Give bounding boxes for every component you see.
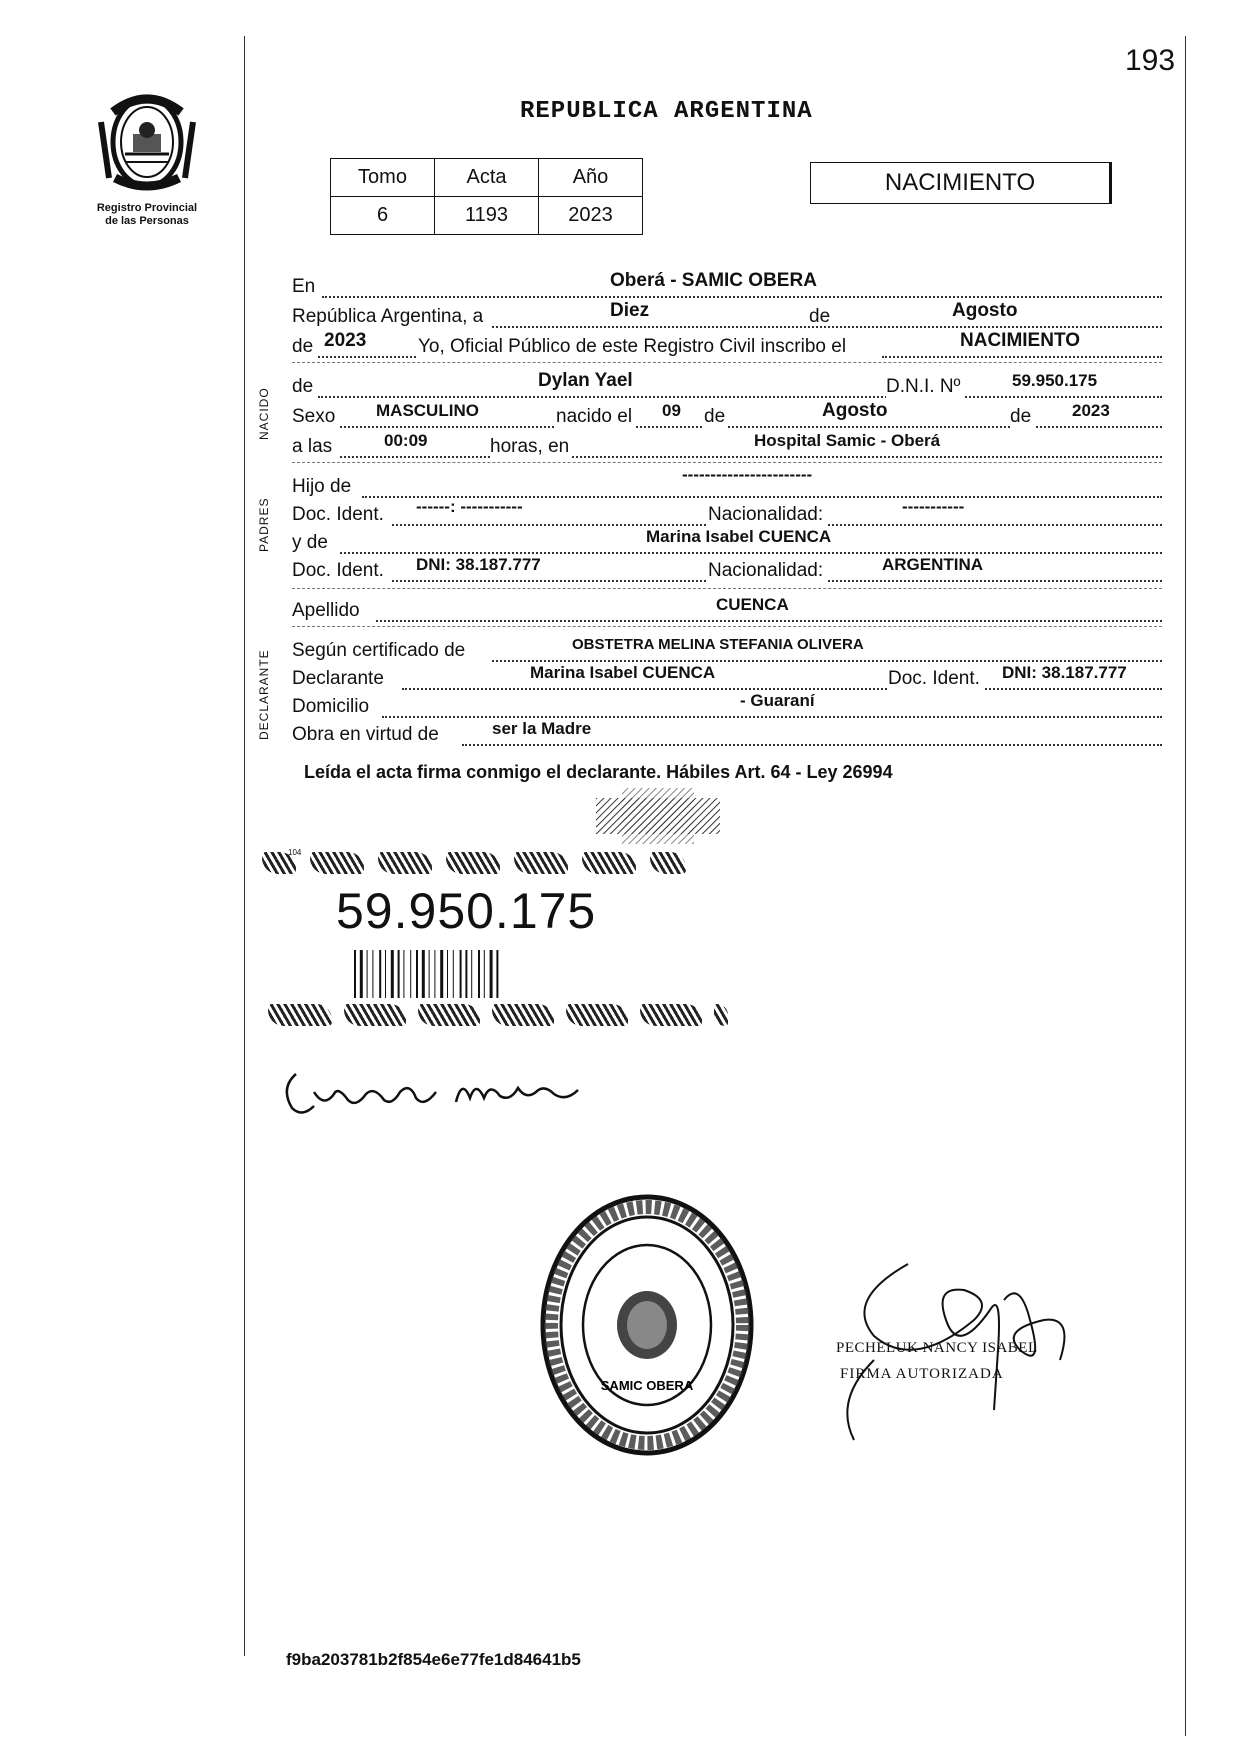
nac2-value: ARGENTINA — [882, 555, 984, 574]
birth-month: Agosto — [822, 400, 888, 421]
seal-inner-text: SAMIC OBERA — [600, 1378, 694, 1393]
dni-label: D.N.I. Nº — [886, 376, 964, 398]
barcode-bar — [372, 950, 373, 998]
header-acta: Acta — [435, 159, 539, 197]
obra-label: Obra en virtud de — [292, 724, 442, 746]
day-value: Diez — [610, 300, 650, 321]
rule-1 — [292, 362, 1162, 363]
barcode-bar — [465, 950, 467, 998]
barcode-bar — [360, 950, 363, 998]
nac1-label: Nacionalidad: — [708, 504, 826, 526]
barcode-bar — [460, 950, 462, 998]
barcode-bar — [471, 950, 472, 998]
inscribo-value: NACIMIENTO — [960, 330, 1080, 351]
row-doc2 — [292, 555, 1162, 582]
page-number: 193 — [1125, 44, 1176, 77]
dni-barcode-block — [262, 852, 722, 878]
barcode-bar — [367, 950, 368, 998]
en-value: Oberá - SAMIC OBERA — [610, 270, 817, 291]
rule-2 — [292, 462, 1162, 463]
barcode-bar — [453, 950, 454, 998]
doc1-label: Doc. Ident. — [292, 504, 387, 526]
handwritten-signature — [278, 1052, 588, 1122]
nac2-label: Nacionalidad: — [708, 560, 826, 582]
time-value: 00:09 — [384, 431, 428, 450]
cert-value: OBSTETRA MELINA STEFANIA OLIVERA — [572, 636, 864, 653]
domicilio-value: - Guaraní — [740, 691, 815, 710]
inscribo-label: Yo, Oficial Público de este Registro Civil inscribo el — [418, 336, 849, 358]
registry-logo — [86, 82, 208, 228]
birth-de-label-2: de — [1010, 406, 1034, 428]
logo-line-2: de las Personas — [105, 215, 189, 227]
barcode-bar — [447, 950, 448, 998]
row-cert — [292, 636, 1162, 662]
barcode-bar — [379, 950, 381, 998]
row-apellido — [292, 595, 1162, 622]
birth-day: 09 — [662, 401, 681, 420]
barcode-bar — [434, 950, 435, 998]
yde-label: y de — [292, 532, 331, 554]
row-year-inscribo — [292, 330, 1162, 358]
birth-year: 2023 — [1072, 401, 1110, 420]
decl-doc-value: DNI: 38.187.777 — [1002, 663, 1127, 682]
row-time-place — [292, 431, 1162, 458]
hijo-label: Hijo de — [292, 476, 354, 498]
name-de-label: de — [292, 376, 316, 398]
barcode-bar — [422, 950, 425, 998]
security-pattern-top — [262, 852, 722, 878]
barcode-bar — [403, 950, 404, 998]
registry-table — [330, 158, 643, 235]
barcode-bar — [484, 950, 485, 998]
decl-label: Declarante — [292, 668, 387, 690]
nacido-el-label: nacido el — [556, 406, 635, 428]
page-title: REPUBLICA ARGENTINA — [520, 98, 813, 125]
coat-of-arms-icon — [95, 82, 199, 196]
hijo-value: ----------------------- — [682, 465, 813, 484]
document-hash: f9ba203781b2f854e6e77fe1d84641b5 — [286, 1650, 581, 1669]
small-stamp-icon — [592, 788, 724, 844]
barcode-bar — [391, 950, 394, 998]
barcode-bar — [490, 950, 493, 998]
decl-value: Marina Isabel CUENCA — [530, 663, 716, 682]
declarante-section-label: DECLARANTE — [257, 649, 271, 740]
header-tomo: Tomo — [331, 159, 435, 197]
barcode-bar — [385, 950, 386, 998]
official-role: FIRMA AUTORIZADA — [840, 1366, 1004, 1382]
small-mark: 104 — [288, 848, 302, 857]
decl-doc-label: Doc. Ident. — [888, 668, 983, 690]
legal-text: Leída el acta firma conmigo el declarante. Hábiles Art. 64 - Ley 26994 — [304, 762, 893, 782]
domicilio-label: Domicilio — [292, 696, 372, 718]
sexo-value: MASCULINO — [376, 401, 479, 420]
obra-value: ser la Madre — [492, 719, 592, 738]
barcode-bar — [410, 950, 411, 998]
value-acta: 1193 — [435, 197, 539, 235]
apellido-value: CUENCA — [716, 595, 789, 614]
row-en — [292, 270, 1162, 298]
left-margin-line — [244, 36, 245, 1656]
row-doc1 — [292, 497, 1162, 526]
en-label: En — [292, 276, 318, 298]
place-value: Hospital Samic - Oberá — [754, 431, 941, 450]
right-margin-line — [1185, 36, 1186, 1736]
row-hijo — [292, 465, 1162, 498]
name-value: Dylan Yael — [538, 370, 633, 391]
nacido-section-label: NACIDO — [257, 387, 271, 440]
mother-value: Marina Isabel CUENCA — [646, 527, 832, 546]
value-tomo: 6 — [331, 197, 435, 235]
header-ano: Año — [539, 159, 643, 197]
security-pattern-bottom — [268, 1004, 728, 1026]
year-value: 2023 — [324, 330, 367, 351]
doc1-value: ------: ----------- — [416, 497, 523, 516]
rule-4 — [292, 626, 1162, 627]
row-mother — [292, 527, 1162, 554]
horas-label: horas, en — [490, 436, 572, 458]
de-label-2: de — [292, 336, 316, 358]
act-type-box: NACIMIENTO — [810, 162, 1112, 204]
barcode-bar — [496, 950, 498, 998]
official-seal-icon — [536, 1190, 758, 1460]
doc2-label: Doc. Ident. — [292, 560, 387, 582]
sexo-label: Sexo — [292, 406, 338, 428]
row-name — [292, 370, 1162, 398]
doc2-value: DNI: 38.187.777 — [416, 555, 541, 574]
birth-de-label: de — [704, 406, 728, 428]
logo-line-1: Registro Provincial — [96, 202, 198, 214]
row-sexo — [292, 400, 1162, 428]
republica-label: República Argentina, a — [292, 306, 486, 328]
barcode-bar — [429, 950, 430, 998]
de-label-1: de — [809, 306, 831, 327]
apellido-label: Apellido — [292, 600, 363, 622]
official-name: PECHELUK NANCY ISABEL — [836, 1340, 1038, 1356]
barcode-icon — [352, 950, 574, 998]
barcode-bar — [478, 950, 480, 998]
barcode-bar — [398, 950, 400, 998]
barcode-bar — [416, 950, 418, 998]
barcode-bar — [354, 950, 356, 998]
month-value: Agosto — [952, 300, 1018, 321]
barcode-bar — [440, 950, 443, 998]
row-republica — [292, 300, 1162, 328]
row-declarante — [292, 663, 1162, 690]
row-obra — [292, 719, 1162, 746]
padres-section-label: PADRES — [257, 497, 271, 552]
rule-3 — [292, 588, 1162, 589]
nac1-value: ----------- — [902, 497, 965, 516]
dni-number-large: 59.950.175 — [336, 883, 597, 939]
value-ano: 2023 — [539, 197, 643, 235]
dni-value: 59.950.175 — [1012, 371, 1098, 390]
a-las-label: a las — [292, 436, 335, 458]
cert-label: Según certificado de — [292, 640, 468, 662]
row-domicilio — [292, 691, 1162, 718]
